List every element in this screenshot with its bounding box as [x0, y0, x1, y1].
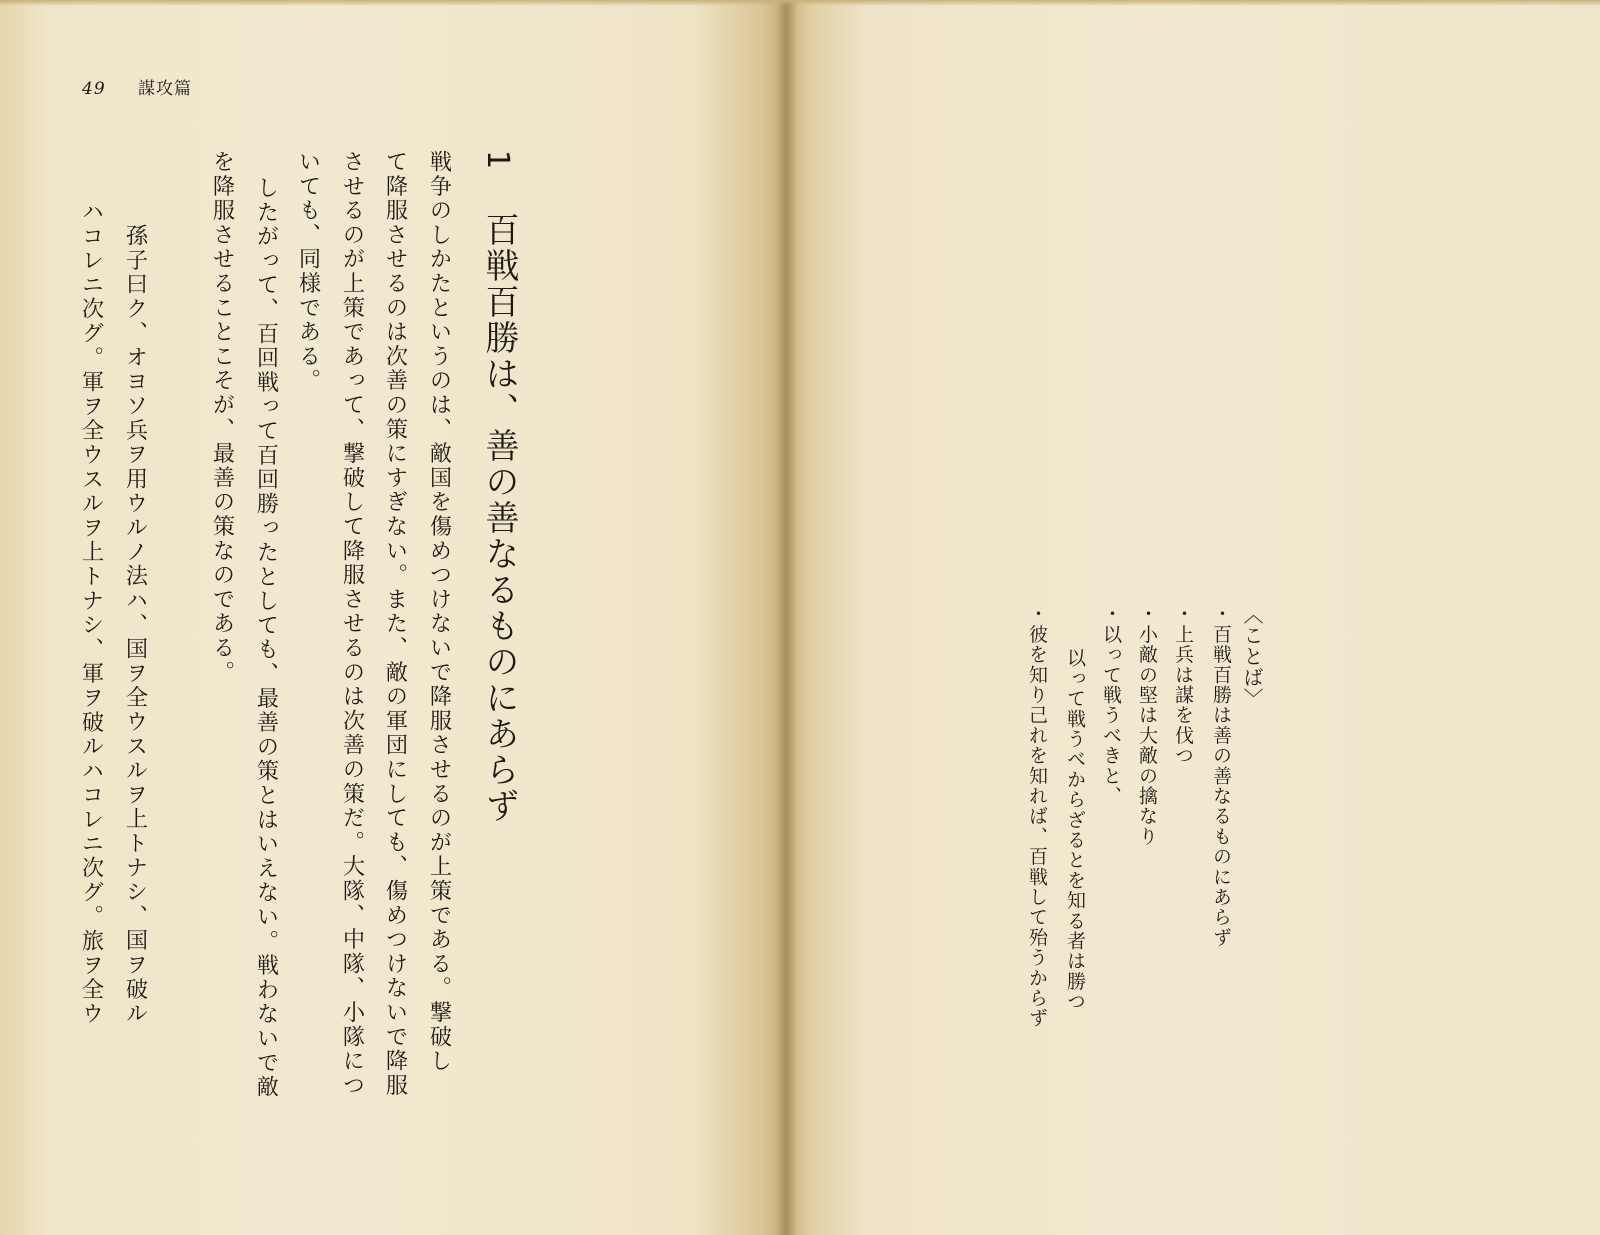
commentary-line: いても、同様である。	[295, 150, 321, 393]
kotoba-item: ・百戦百勝は善の善なるものにあらず	[1210, 604, 1232, 948]
kotoba-heading: 〈ことば〉	[1240, 604, 1264, 709]
section-title: 謀攻篇	[138, 79, 193, 99]
kotoba-item-continuation: 以って戦うべからざるとを知る者は勝つ	[1064, 648, 1086, 1012]
running-head	[82, 74, 192, 99]
chapter-number: 1	[480, 150, 515, 170]
kotoba-item: ・小敵の堅は大敵の擒なり	[1136, 604, 1158, 847]
commentary-line: させるのが上策であって、撃破して降服させるのは次善の策だ。大隊、中隊、小隊につ	[339, 150, 365, 1098]
classical-text-line: 孫子曰ク、オヨソ兵ヲ用ウルノ法ハ、国ヲ全ウスルヲ上トナシ、国ヲ破ル	[122, 224, 148, 1026]
classical-text-line: ハコレニ次グ。軍ヲ全ウスルヲ上トナシ、軍ヲ破ルハコレニ次グ。旅ヲ全ウ	[78, 200, 104, 1027]
kotoba-item: ・上兵は謀を伐つ	[1172, 604, 1194, 766]
commentary-line: したがって、百回戦って百回勝ったとしても、最善の策とはいえない。戦わないで敵	[253, 176, 279, 1100]
kotoba-item: ・彼を知り己れを知れば、百戦して殆うからず	[1026, 604, 1048, 1029]
commentary-line: て降服させるのは次善の策にすぎない。また、敵の軍団にしても、傷めつけないで降服	[382, 150, 408, 1098]
page-number: 49	[82, 79, 106, 99]
commentary-line: 戦争のしかたというのは、敵国を傷めつけないで降服させるのが上策である。撃破し	[426, 150, 452, 1074]
page-top-edge	[0, 0, 1600, 6]
kotoba-item: ・以って戦うべきと、	[1100, 604, 1122, 806]
chapter-title: 百戦百勝は、善の善なるものにあらず	[479, 212, 519, 824]
commentary-line: を降服させることこそが、最善の策なのである。	[209, 150, 235, 685]
book-gutter	[776, 0, 798, 1235]
